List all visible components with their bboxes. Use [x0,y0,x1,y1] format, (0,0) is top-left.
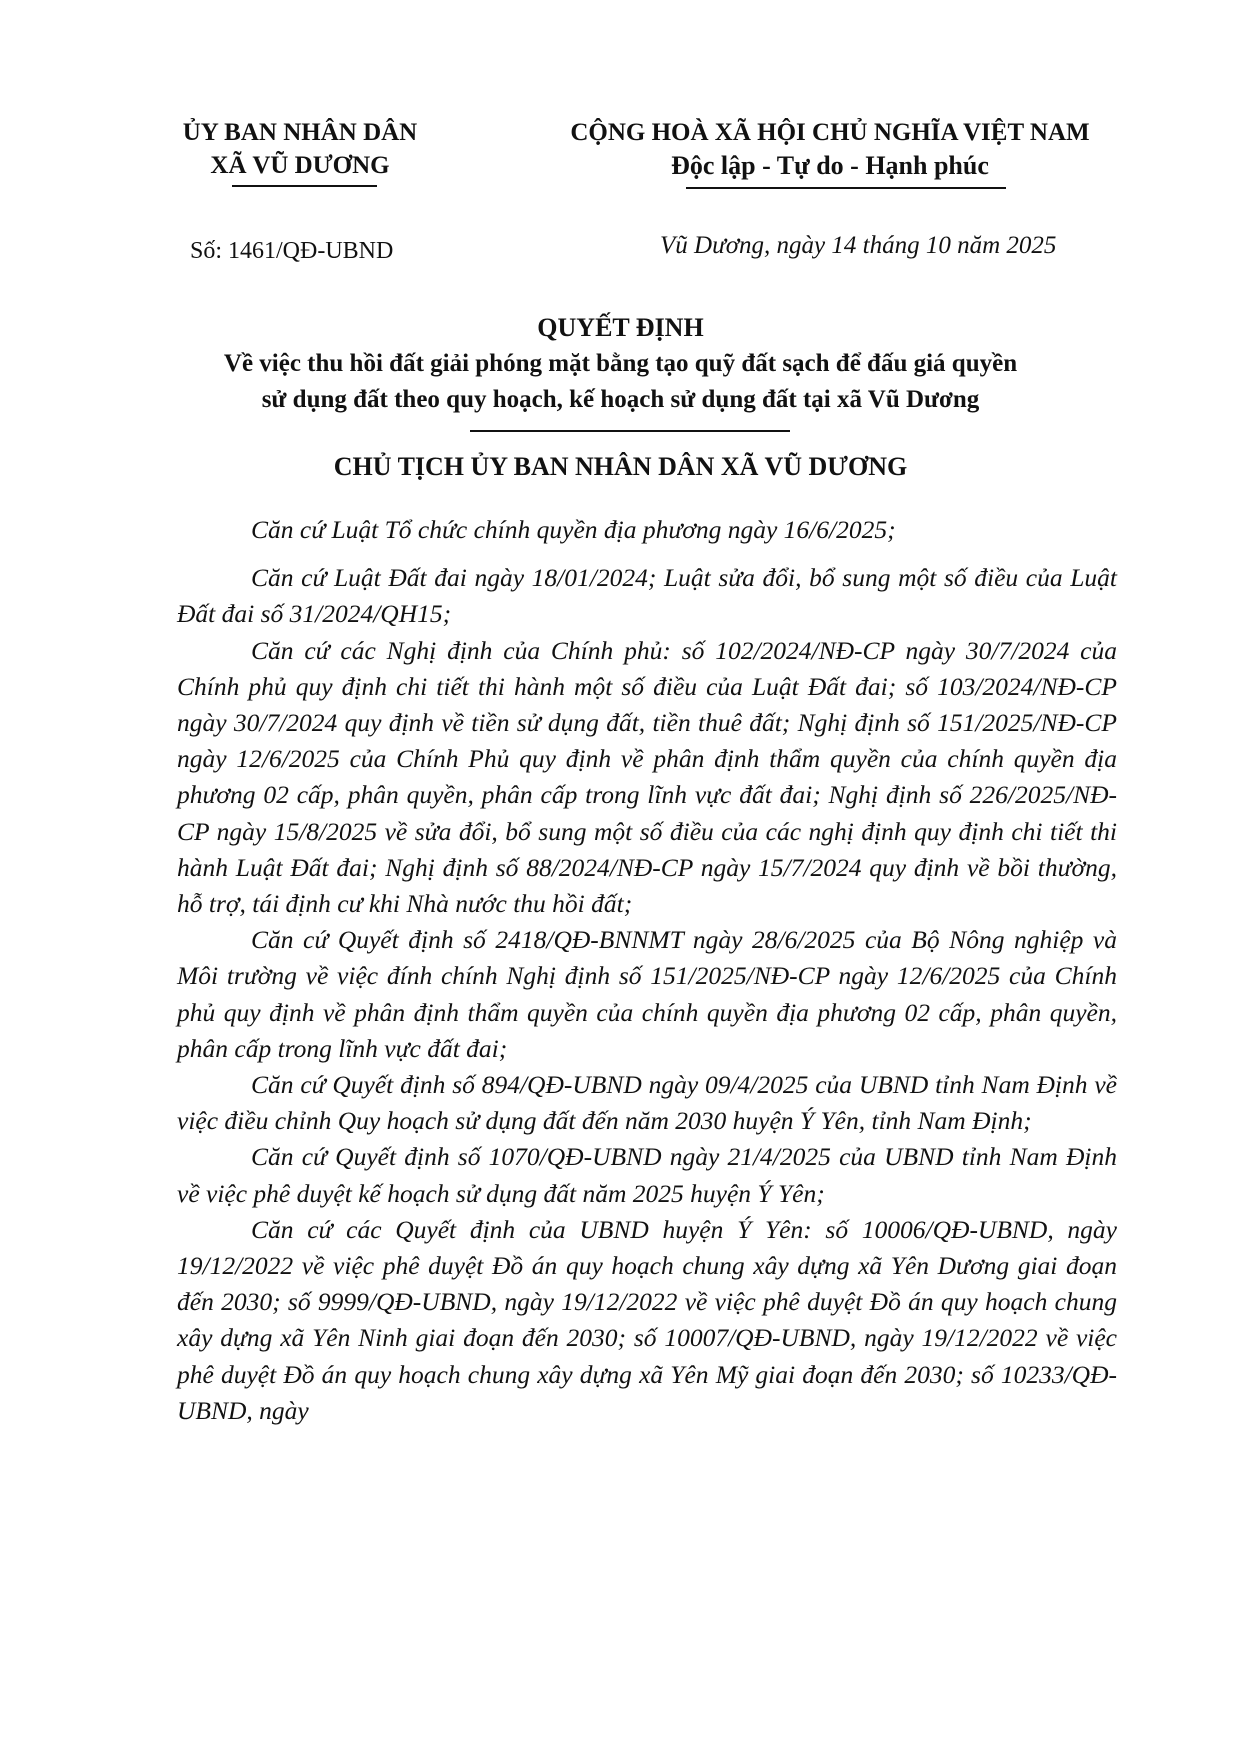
legal-basis-paragraph: Căn cứ Quyết định số 2418/QĐ-BNNMT ngày 28/6/2025 của Bộ Nông nghiệp và Môi trường về việc đính chính Nghị định số 151/2025/NĐ-CP ngày 12/6/2025 của Chính phủ quy định về phân định thẩm quyền của chính quyền địa phương 02 cấp, phân quyền, phân cấp trong lĩnh vực đất đai; [177,925,1117,1063]
place-and-date: Vũ Dương, ngày 14 tháng 10 năm 2025 [660,232,1057,259]
document-number: Số: 1461/QĐ-UBND [190,238,394,264]
title-subject-line-2: sử dụng đất theo quy hoạch, kế hoạch sử dụng đất tại xã Vũ Dương [261,386,980,413]
issuing-agency [150,116,450,182]
agency-underline [232,185,377,187]
document-body [177,512,1117,1429]
document-title [0,310,1241,418]
issuing-authority: CHỦ TỊCH ỦY BAN NHÂN DÂN XÃ VŨ DƯƠNG [333,452,908,481]
motto: Độc lập - Tự do - Hạnh phúc [671,151,989,180]
agency-line-2: XÃ VŨ DƯƠNG [210,152,390,179]
legal-basis-paragraph: Căn cứ các Nghị định của Chính phủ: số 102/2024/NĐ-CP ngày 30/7/2024 của Chính phủ quy định chi tiết thi hành một số điều của Luật Đất đai; số 103/2024/NĐ-CP ngày 30/7/2024 quy định về tiền sử dụng đất, tiền thuê đất; Nghị định số 151/2025/NĐ-CP ngày 12/6/2025 của Chính Phủ quy định về phân định thẩm quyền của chính quyền địa phương 02 cấp, phân quyền, phân cấp trong lĩnh vực đất đai; Nghị định số 226/2025/NĐ-CP ngày 15/8/2025 về sửa đổi, bổ sung một số điều của các nghị định quy định chi tiết thi hành Luật Đất đai; Nghị định số 88/2024/NĐ-CP ngày 15/7/2024 quy định về bồi thường, hỗ trợ, tái định cư khi Nhà nước thu hồi đất; [177,635,1117,919]
legal-basis-paragraph: Căn cứ Luật Đất đai ngày 18/01/2024; Luật sửa đổi, bổ sung một số điều của Luật Đất đai số 31/2024/QH15; [177,563,1117,629]
legal-basis-paragraph: Căn cứ Luật Tổ chức chính quyền địa phương ngày 16/6/2025; [251,515,896,544]
legal-basis-paragraph: Căn cứ các Quyết định của UBND huyện Ý Yên: số 10006/QĐ-UBND, ngày 19/12/2022 về việc phê duyệt Đồ án quy hoạch chung xây dựng xã Yên Dương giai đoạn đến 2030; số 9999/QĐ-UBND, ngày 19/12/2022 về việc phê duyệt Đồ án quy hoạch chung xây dựng xã Yên Ninh giai đoạn đến 2030; số 10007/QĐ-UBND, ngày 19/12/2022 về việc phê duyệt Đồ án quy hoạch chung xây dựng xã Yên Mỹ giai đoạn đến 2030; số 10233/QĐ-UBND, ngày [177,1214,1117,1425]
agency-line-1: ỦY BAN NHÂN DÂN [182,119,418,146]
legal-basis-paragraph: Căn cứ Quyết định số 1070/QĐ-UBND ngày 21/4/2025 của UBND tỉnh Nam Định về việc phê duyệt kế hoạch sử dụng đất năm 2025 huyện Ý Yên; [177,1142,1117,1208]
title-underline [470,430,790,432]
national-motto [520,116,1140,182]
legal-basis-paragraph: Căn cứ Quyết định số 894/QĐ-UBND ngày 09/4/2025 của UBND tỉnh Nam Định về việc điều chỉnh Quy hoạch sử dụng đất đến năm 2030 huyện Ý Yên, tỉnh Nam Định; [177,1070,1117,1136]
title-subject-line-1: Về việc thu hồi đất giải phóng mặt bằng tạo quỹ đất sạch để đấu giá quyền [223,350,1018,377]
country-name: CỘNG HOÀ XÃ HỘI CHỦ NGHĨA VIỆT NAM [570,119,1090,146]
motto-underline [686,187,1006,189]
title-heading: QUYẾT ĐỊNH [537,313,704,342]
